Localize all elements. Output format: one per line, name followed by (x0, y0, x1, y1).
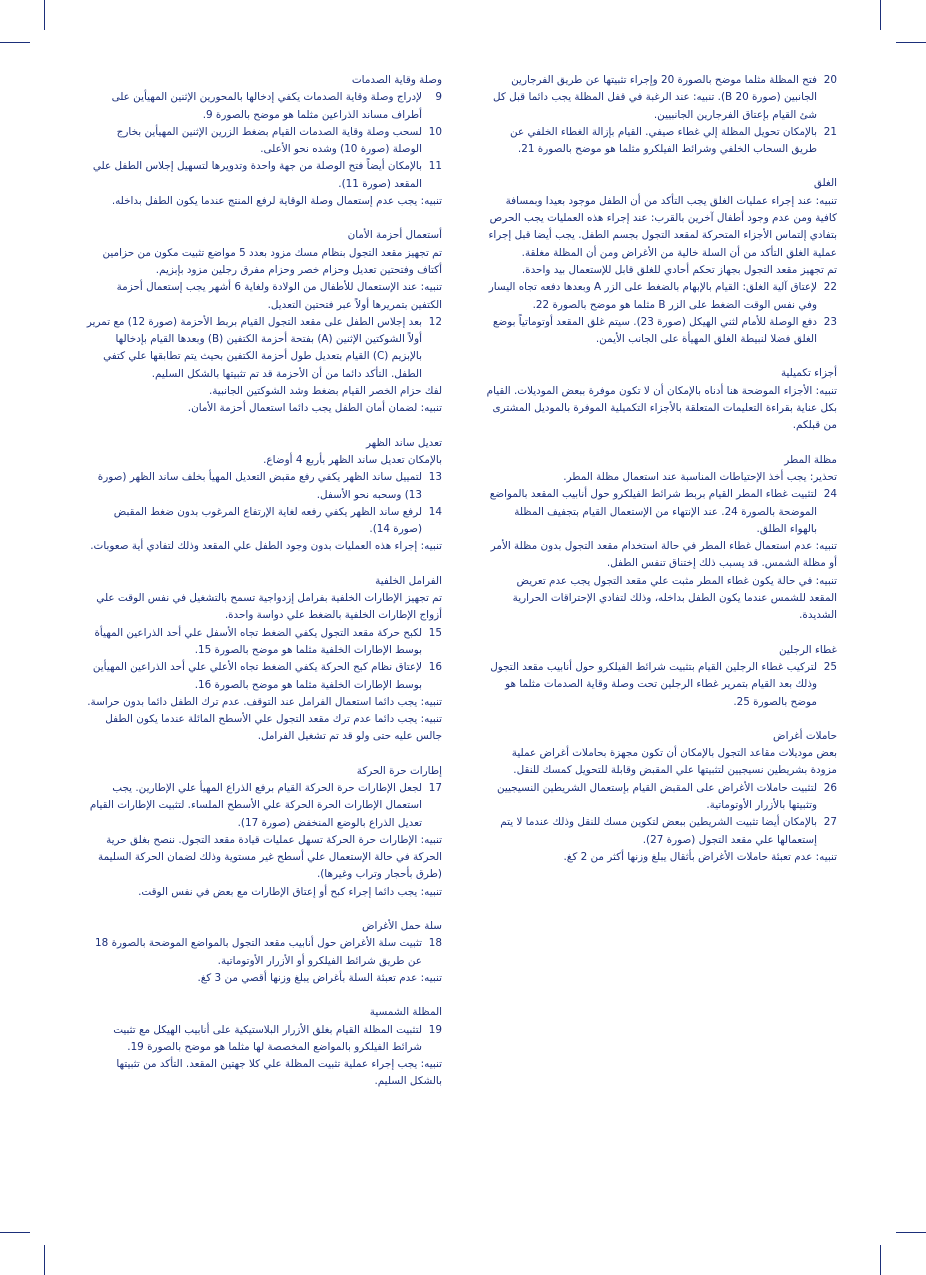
section-title: سلة حمل الأغراض (361, 920, 442, 933)
paragraph: تحذير: يجب أخذ الإحتياطات المناسبة عند استعمال مظلة المطر. (563, 470, 837, 483)
paragraph: تنبيه: عند الإستعمال للأطفال من الولادة ولغاية 6 أشهر يجب إستعمال أحزمة الكتفين بتمريرها أولاً عبر فتحتين التعديل. (116, 281, 442, 311)
item-number: 10 (428, 125, 442, 138)
section-title: وصلة وقاية الصدمات (351, 74, 442, 86)
numbered-item (86, 935, 442, 970)
item-number: 12 (428, 315, 442, 328)
paragraph: تنبيه: الأجزاء الموضحة هنا أدناه بالإمكان أن لا تكون موفرة ببعض الموديلات. القيام بكل عناية بقراءة التعليمات المتعلقة بالأجزاء التكميلية الموفرة بالموديل المشترى من قبلكم. (486, 384, 837, 432)
item-text: لإعتاق نظام كبح الحركة يكفي الضغط تجاه الأعلي علي أحد الذراعين المهيأين بوسط الإطارات الخلفية مثلما هو موضح بالصورة 16. (92, 661, 422, 691)
section (86, 556, 442, 746)
crop-mark (880, 1245, 881, 1275)
section-gap (86, 746, 442, 763)
item-text: لتمييل ساند الظهر يكفي رفع مقبض التعديل المهيأ بخلف ساند الظهر (صورة 13) وسحبه نحو الأسفل. (97, 471, 422, 501)
numbered-item (486, 279, 837, 314)
paragraph: تنبيه: عند إجراء عمليات الغلق يجب التأكد من أن الطفل موجود بعيدا وبمسافة كافية ومن عدم وجود أطفال آخرين بالقرب: عند إجراء هذه العمليات يجب الحرص بتفادي إلتماس الأجزاء المتحركة لمقعد التجول بجسم الطفل. يجب أيضا قبل إجراء عملية الغلق التأكد من أن السلة خالية من الأغراض ومن أن المظلة مغلقة. (488, 194, 837, 259)
numbered-item (86, 1022, 442, 1057)
item-number: 24 (823, 488, 837, 501)
crop-mark (896, 42, 926, 43)
section (486, 348, 837, 434)
section (486, 435, 837, 625)
item-text: تثبيت سلة الأغراض حول أنابيب مقعد التجول بالمواضع الموضحة بالصورة 18 عن طريق شرائط الفيلكرو أو الأزرار الأوتوماتية. (95, 937, 422, 967)
section (486, 711, 837, 866)
numbered-item (86, 314, 442, 383)
item-number: 18 (428, 937, 442, 950)
item-text: لكبح حركة مقعد التجول يكفي الضغط تجاه الأسفل علي أحد الذراعين المهيأة بوسط الإطارات الخلفية مثلما هو موضح بالصورة 15. (94, 626, 422, 656)
paragraph: تم تجهيز مقعد التجول بجهاز تحكم أحادي للغلق قابل للإستعمال بيد واحدة. (521, 263, 837, 276)
numbered-item (486, 72, 837, 124)
section-gap (86, 556, 442, 573)
item-text: لإعتاق آلية الغلق: القيام بالإبهام بالضغط على الزر A وبعدها دفعه تجاه اليسار وفي نفس الوقت الضغط على الزر B مثلما هو موضح بالصورة 22. (488, 281, 817, 311)
item-text: لتركيب غطاء الرجلين القيام بتثبيت شرائط الفيلكرو حول أنابيب مقعد التجول وذلك بعد القيام بتمرير غطاء الرجلين تحت وصلة وقاية الصدمات مثلما هو موضح بالصورة 25. (490, 660, 817, 708)
crop-mark (44, 1245, 45, 1275)
paragraph: تنبيه: عدم استعمال غطاء المطر في حالة استخدام مقعد التجول بدون مظلة الأمر أو مظلة الشمس. قد يسبب ذلك إختناق تنفس الطفل. (490, 540, 837, 570)
section-gap (486, 625, 837, 642)
section-title: المظلة الشمسية (369, 1006, 442, 1019)
paragraph: بالإمكان تعديل ساند الظهر بأربع 4 أوضاع. (263, 453, 442, 466)
section-title: مظلة المطر (784, 453, 837, 466)
paragraph: تنبيه: في حالة يكون غطاء المطر مثبت علي مقعد التجول يجب عدم تعريض المقعد للشمس عندما يكون الطفل بداخله، وذلك لتفادي الإحتراقات الحرارية الشديدة. (512, 574, 837, 622)
section-gap (86, 418, 442, 435)
item-number: 20 (823, 74, 837, 86)
numbered-item (86, 625, 442, 660)
paragraph: تنبيه: عدم تعبئة السلة بأغراض يبلغ وزنها أقصي من 3 كغ. (197, 971, 442, 984)
item-number: 15 (428, 626, 442, 639)
paragraph: تنبيه: لضمان أمان الطفل يجب دائما استعمال أحزمة الأمان. (187, 402, 442, 415)
item-number: 11 (428, 160, 442, 173)
item-number: 26 (823, 781, 837, 794)
crop-mark (0, 42, 30, 43)
item-text: بالإمكان أيضاً فتح الوصلة من جهة واحدة وتدويرها لتسهيل إجلاس الطفل علي المقعد (صورة 11). (92, 160, 422, 190)
right-column (486, 72, 837, 866)
numbered-item (86, 780, 442, 832)
item-number: 9 (435, 91, 442, 104)
paragraph: تم تجهيز الإطارات الخلفية بفرامل إزدواجية تسمح بالتشغيل في نفس الوقت علي أزواج الإطارات الخلفية بالضغط علي دواسة واحدة. (96, 592, 442, 622)
paragraph: تنبيه: عدم تعبئة حاملات الأغراض بأثقال يبلغ وزنها أكثر من 2 كغ. (563, 850, 837, 863)
section-gap (86, 210, 442, 227)
section-title: أستعمال أحزمة الأمان (347, 229, 442, 242)
numbered-item (86, 158, 442, 193)
numbered-item (86, 124, 442, 159)
section (86, 987, 442, 1090)
numbered-item (86, 469, 442, 504)
section (86, 210, 442, 417)
section (86, 746, 442, 901)
numbered-item (486, 780, 837, 815)
item-text: بالإمكان تحويل المظلة إلي غطاء صيفي. القيام بإزالة الغطاء الخلفي عن طريق السحاب الخلفي وشرائط الفيلكرو مثلما هو موضح بالصورة 21. (510, 125, 817, 156)
paragraph: تنبيه: إجراء هذه العمليات بدون وجود الطفل علي المقعد وذلك لتفادي أية صعوبات. (90, 540, 442, 553)
section-title: غطاء الرجلين (778, 643, 837, 656)
section-gap (86, 987, 442, 1004)
numbered-item (486, 814, 837, 849)
item-number: 16 (428, 661, 442, 674)
numbered-item (86, 89, 442, 124)
numbered-item (486, 124, 837, 159)
paragraph: تنبيه: يجب عدم إستعمال وصلة الوقاية لرفع المنتج عندما يكون الطفل بداخله. (111, 195, 442, 208)
numbered-item (486, 659, 837, 711)
paragraph: تنبيه: يجب دائما عدم ترك مقعد التجول علي الأسطح المائلة عندما يكون الطفل جالس عليه حتى ولو قد تم تشغيل الفرامل. (105, 713, 442, 743)
section-title: أجزاء تكميلية (780, 367, 837, 380)
left-column (86, 72, 442, 1091)
item-number: 14 (428, 505, 442, 518)
item-text: لتثبيت المظلة القيام بغلق الأزرار البلاستيكية على أنابيب الهيكل مع تثبيت شرائط الفيلكرو بالمواضع المخصصة لها مثلما هو موضح بالصورة 19. (113, 1023, 422, 1053)
section-title: تعديل ساند الظهر (365, 436, 442, 449)
section (486, 625, 837, 711)
item-number: 23 (823, 315, 837, 328)
section-title: حاملات أغراض (773, 729, 837, 742)
section (86, 72, 442, 210)
section (86, 901, 442, 987)
item-text: لإدراج وصلة وقاية الصدمات يكفي إدخالها بالمحورين الإثنين المهيأين على أطراف مساند الذراعين مثلما هو موضح بالصورة 9. (111, 91, 422, 121)
section-title: الفرامل الخلفية (375, 574, 442, 587)
section (486, 158, 837, 348)
item-text: لرفع ساند الظهر يكفي رفعه لغاية الإرتفاع المرغوب بدون ضغط المقبض (صورة 14). (113, 505, 422, 536)
section-gap (486, 435, 837, 452)
section-gap (486, 348, 837, 365)
section (486, 72, 837, 158)
item-text: لسحب وصلة وقاية الصدمات القيام بضغط الزرين الإثنين المهيأين بخارج الوصلة (صورة 10) وشده نحو الأعلى. (116, 125, 422, 156)
item-number: 21 (823, 125, 837, 138)
paragraph: تنبيه: يجب دائما إجراء كبح أو إعتاق الإطارات مع بعض في نفس الوقت. (138, 885, 442, 898)
paragraph: تنبيه: الإطارات حرة الحركة تسهل عمليات قيادة مقعد التجول. ننصح بغلق حرية الحركة في حالة الإستعمال علي أسطح غير مستوية وذلك لضمان الحركة السليمة (طرق بأحجار وتراب وغيرها). (98, 833, 442, 881)
item-text: بالإمكان أيضا تثبيت الشريطين ببعض لتكوين مسك للنقل وذلك عندما لا يتم إستعمالها علي مقعد التجول (صورة 27). (500, 816, 817, 846)
item-text: لجعل الإطارات حرة الحركة القيام برفع الذراع المهيأ علي الإطارين. يجب استعمال الإطارات الحرة الحركة علي الأسطح الملساء. لتثبيت الإطارات القيام تعديل الذراع بالوضع المنخفض (صورة 17). (89, 781, 422, 829)
numbered-item (486, 314, 837, 349)
crop-mark (44, 0, 45, 30)
paragraph: بعض موديلات مقاعد التجول بالإمكان أن تكون مجهزة بحاملات أغراض عملية مزودة بشريطين نسيجيين لتثبيتها علي المقبض وقابلة للتحويل كمسك للنقل. (511, 747, 837, 777)
item-text: لتثبيت حاملات الأغراض على المقبض القيام بإستعمال الشريطين النسيجيين وتثبيتها بالأزرار الأوتوماتية. (496, 781, 817, 811)
paragraph: تم تجهيز مقعد التجول بنظام مسك مزود بعدد 5 مواضع تثبيت مكون من حزامين أكتاف وفتحتين تعديل وحزام خصر وحزام مفرق رجلين مزود بإبزيم. (102, 246, 442, 276)
section-title: إطارات حرة الحركة (356, 764, 442, 777)
item-number: 25 (823, 660, 837, 673)
crop-mark (0, 1232, 30, 1233)
section-title: الغلق (813, 177, 837, 190)
numbered-item (486, 486, 837, 538)
section-gap (86, 901, 442, 918)
item-text: فتح المظلة مثلما موضح بالصورة 20 وإجراء تثبيتها عن طريق الفرجارين الجانبين (صورة 20 B). تنبيه: عند الرغبة في قفل المظلة يجب دائما قبل كل شئ القيام بإعتاق الفرجارين الجانبيين. (493, 74, 817, 121)
paragraph: تنبيه: يجب دائما استعمال الفرامل عند التوقف. عدم ترك الطفل دائما بدون حراسة. (87, 695, 442, 708)
section-gap (486, 711, 837, 728)
paragraph: تنبيه: يجب إجراء عملية تثبيت المظلة علي كلا جهتين المقعد. التأكد من تثبيتها بالشكل السليم. (116, 1058, 442, 1088)
numbered-item (86, 659, 442, 694)
paragraph: لفك حزام الخصر القيام بضغط وشد الشوكتين الجانبية. (208, 385, 442, 398)
crop-mark (880, 0, 881, 30)
item-number: 19 (428, 1023, 442, 1036)
item-number: 13 (428, 471, 442, 484)
section-gap (486, 158, 837, 175)
crop-mark (896, 1232, 926, 1233)
item-text: لتثبيت غطاء المطر القيام بربط شرائط الفيلكرو حول أنابيب المقعد بالمواضع الموضحة بالصورة 24. عند الإنتهاء من الإستعمال القيام بتجفيف المظلة بالهواء الطلق. (489, 488, 817, 535)
item-number: 22 (823, 281, 837, 294)
item-number: 17 (428, 781, 442, 794)
item-text: دفع الوصلة للأمام لثني الهيكل (صورة 23). سيتم غلق المقعد أوتوماتياً بوضع الغلق فضلا لنبيطة الغلق المهيأة على الجانب الأيمن. (492, 315, 817, 346)
item-number: 27 (823, 816, 837, 829)
numbered-item (86, 504, 442, 539)
item-text: بعد إجلاس الطفل على مقعد التجول القيام بربط الأحزمة (صورة 12) مع تمرير أولاً الشوكتين الإثنين (A) بفتحة أحزمة الكتفين (B) وبعدها القيام بإدخالها بالإبزيم (C) القيام بتعديل طول أحزمة الكتفين بحيث يتم تطابقها علي كتفي الطفل. التأكد دائما من أن الأحزمة قد تم تثبيتها بالشكل السليم. (86, 315, 422, 380)
section (86, 418, 442, 556)
